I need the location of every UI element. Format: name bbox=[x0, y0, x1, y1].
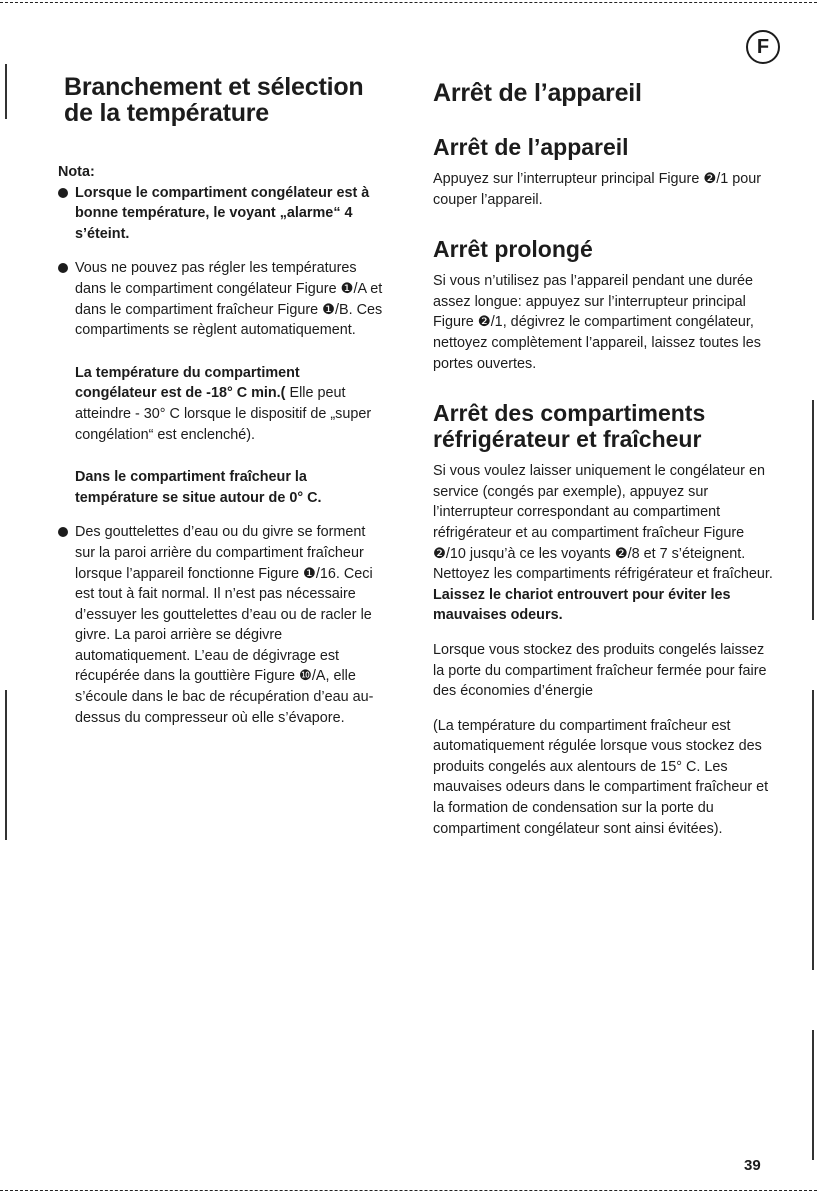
list-item bbox=[58, 183, 384, 245]
freezer-temperature-bold: La température du compartiment congélateur est de -18° C min.( bbox=[75, 364, 300, 402]
paragraph-chariot: Laissez le chariot entrouvert pour éviter les mauvaises odeurs. bbox=[433, 586, 731, 624]
defrost-note: Des gouttelettes d’eau ou du givre se forment sur la paroi arrière du compartiment fraîcheur lorsque l’appareil fonctionne Figure ❶/16. Ceci est tout à fait normal. Il n’est pas nécessaire d’essuyer les gouttelettes d’eau ou de racler le givre. La paroi arrière se dégivre automatiquement. L’eau de dégivrage est récupérée dans la gouttière Figure ❿/A, elle s’écoule dans le bac de récupération d’eau au-dessus du compresseur où elle s’évapore. bbox=[75, 524, 374, 726]
right-margin-mark bbox=[812, 400, 814, 620]
left-margin-mark bbox=[5, 64, 7, 119]
paragraph-regulee: (La température du compartiment fraîcheur est automatiquement régulée lorsque vous stockez des produits congelés aux alentours de 15° C. Les mauvaises odeurs dans le compartiment fraîcheur et la formation de condensation sur la porte du compartiment congélateur sont ainsi évitées). bbox=[433, 717, 769, 837]
heading-arret-appareil: Arrêt de l’appareil bbox=[433, 134, 629, 160]
temperature-adjust-note: Vous ne pouvez pas régler les températures dans le compartiment congélateur Figure ❶/A et dans le compartiment fraîcheur Figure ❶/B. Ces compartiments se règlent automatiquement. bbox=[75, 260, 383, 339]
nota-label: Nota: bbox=[58, 164, 95, 180]
top-cut-line bbox=[0, 2, 817, 3]
bottom-cut-line bbox=[0, 1190, 817, 1191]
paragraph-arret-prolonge: Si vous n’utilisez pas l’appareil pendant une durée assez longue: appuyez sur l’interrupteur principal Figure ❷/1, dégivrez le compartiment congélateur, nettoyez complètement l’appareil, laissez toutes les portes ouvertes. bbox=[433, 273, 761, 372]
bullet-icon bbox=[58, 188, 68, 198]
alarm-note: Lorsque le compartiment congélateur est à bonne température, le voyant „alarme“ 4 s’éteint. bbox=[75, 184, 370, 242]
left-margin-mark bbox=[5, 690, 7, 840]
list-item bbox=[58, 522, 384, 728]
section-title-branchement: Branchement et sélection de la température bbox=[64, 73, 364, 127]
fraicheur-temperature-paragraph: Dans le compartiment fraîcheur la température se situe autour de 0° C. bbox=[75, 469, 322, 506]
list-item bbox=[58, 258, 384, 340]
paragraph-arret-compartiments: Si vous voulez laisser uniquement le congélateur en service (congés par exemple), appuyez sur l’interrupteur correspondant au compartiment réfrigérateur et au compartiment fraîcheur Figure ❷/10 jusqu’à ce les voyants ❷/8 et 7 s’éteignent. Nettoyez les compartiments réfrigérateur et fraîcheur. bbox=[433, 463, 773, 583]
page-number: 39 bbox=[744, 1157, 761, 1174]
section-title-arret: Arrêt de l’appareil bbox=[433, 79, 642, 107]
paragraph-arret-appareil: Appuyez sur l’interrupteur principal Figure ❷/1 pour couper l’appareil. bbox=[433, 171, 762, 208]
language-badge: F bbox=[746, 30, 780, 64]
paragraph-stockez: Lorsque vous stockez des produits congelés laissez la porte du compartiment fraîcheur fermée pour faire des économies d’énergie bbox=[433, 641, 767, 700]
bullet-icon bbox=[58, 527, 68, 537]
right-column bbox=[433, 74, 773, 839]
freezer-temperature-text: Elle peut atteindre - 30° C lorsque le dispositif de „super congélation“ est enclenché). bbox=[75, 385, 372, 443]
right-margin-mark bbox=[812, 690, 814, 970]
left-column bbox=[58, 74, 384, 728]
heading-arret-prolonge: Arrêt prolongé bbox=[433, 236, 593, 263]
bullet-icon bbox=[58, 263, 68, 273]
freezer-temperature-paragraph bbox=[58, 363, 384, 445]
right-margin-mark bbox=[812, 1030, 814, 1160]
heading-arret-compartiments: Arrêt des compartiments réfrigérateur et fraîcheur bbox=[433, 400, 706, 453]
